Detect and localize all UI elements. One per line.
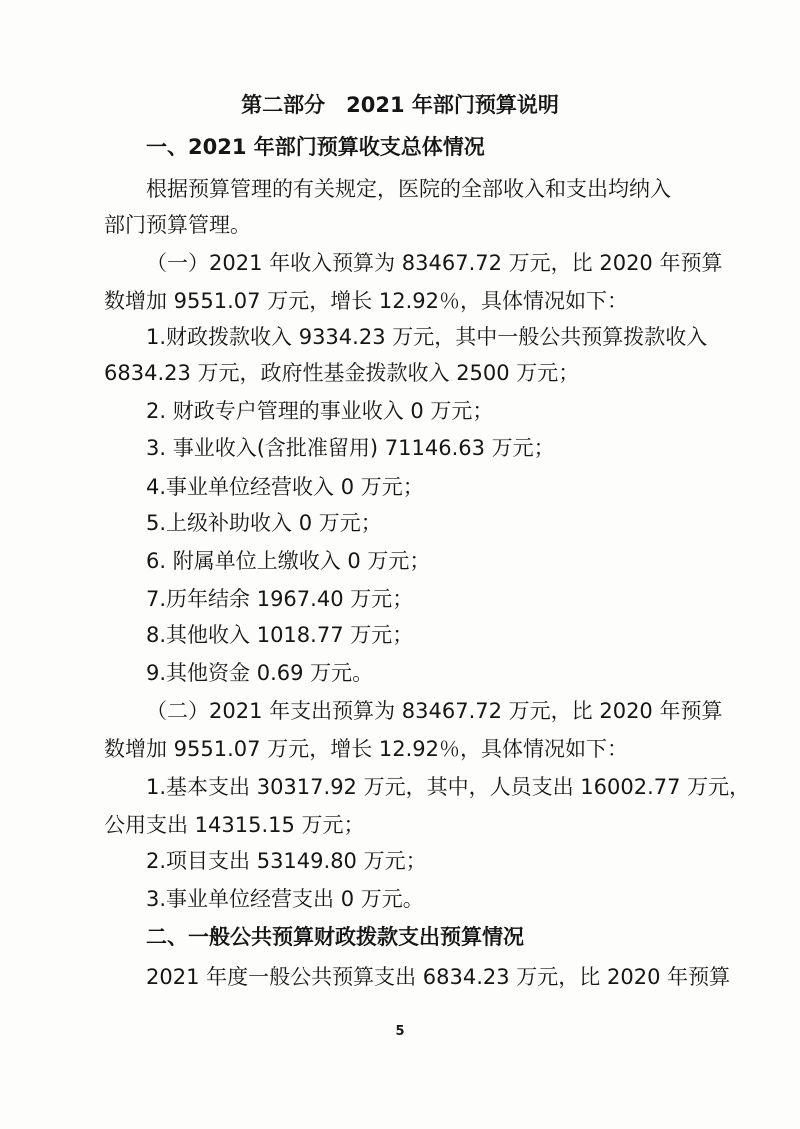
paragraph-line: （一）2021 年收入预算为 83467.72 万元，比 2020 年预算: [146, 251, 723, 275]
list-item: 1.基本支出 30317.92 万元，其中，人员支出 16002.77 万元，: [146, 775, 751, 799]
list-item: 3. 事业收入(含批准留用) 71146.63 万元；: [146, 436, 555, 460]
paragraph-line: 部门预算管理。: [104, 213, 251, 237]
section-heading-1: 一、2021 年部门预算收支总体情况: [146, 135, 485, 159]
list-item: 9.其他资金 0.69 万元。: [146, 661, 374, 685]
list-item: 1.财政拨款收入 9334.23 万元，其中一般公共预算拨款收入: [146, 325, 708, 349]
list-item: 5.上级补助收入 0 万元；: [146, 511, 382, 535]
list-item: 3.事业单位经营支出 0 万元。: [146, 887, 424, 911]
list-item: 公用支出 14315.15 万元；: [104, 813, 365, 837]
paragraph-line: 数增加 9551.07 万元，增长 12.92％，具体情况如下：: [104, 289, 628, 313]
paragraph-line: 数增加 9551.07 万元，增长 12.92％，具体情况如下：: [104, 737, 628, 761]
list-item: 6. 附属单位上缴收入 0 万元；: [146, 549, 431, 573]
list-item: 7.历年结余 1967.40 万元；: [146, 587, 414, 611]
list-item: 8.其他收入 1018.77 万元；: [146, 623, 414, 647]
list-item: 4.事业单位经营收入 0 万元；: [146, 475, 424, 499]
page-number: 5: [395, 1024, 405, 1039]
section-heading-2: 二、一般公共预算财政拨款支出预算情况: [146, 925, 524, 949]
paragraph-line: （二）2021 年支出预算为 83467.72 万元，比 2020 年预算: [146, 699, 723, 723]
list-item: 2.项目支出 53149.80 万元；: [146, 849, 427, 873]
page-title: 第二部分 2021 年部门预算说明: [241, 93, 559, 117]
list-item: 2. 财政专户管理的事业收入 0 万元；: [146, 399, 494, 423]
list-item: 6834.23 万元，政府性基金拨款收入 2500 万元；: [104, 361, 580, 385]
paragraph-line: 2021 年度一般公共预算支出 6834.23 万元，比 2020 年预算: [146, 965, 731, 989]
paragraph-line: 根据预算管理的有关规定，医院的全部收入和支出均纳入: [146, 177, 671, 201]
